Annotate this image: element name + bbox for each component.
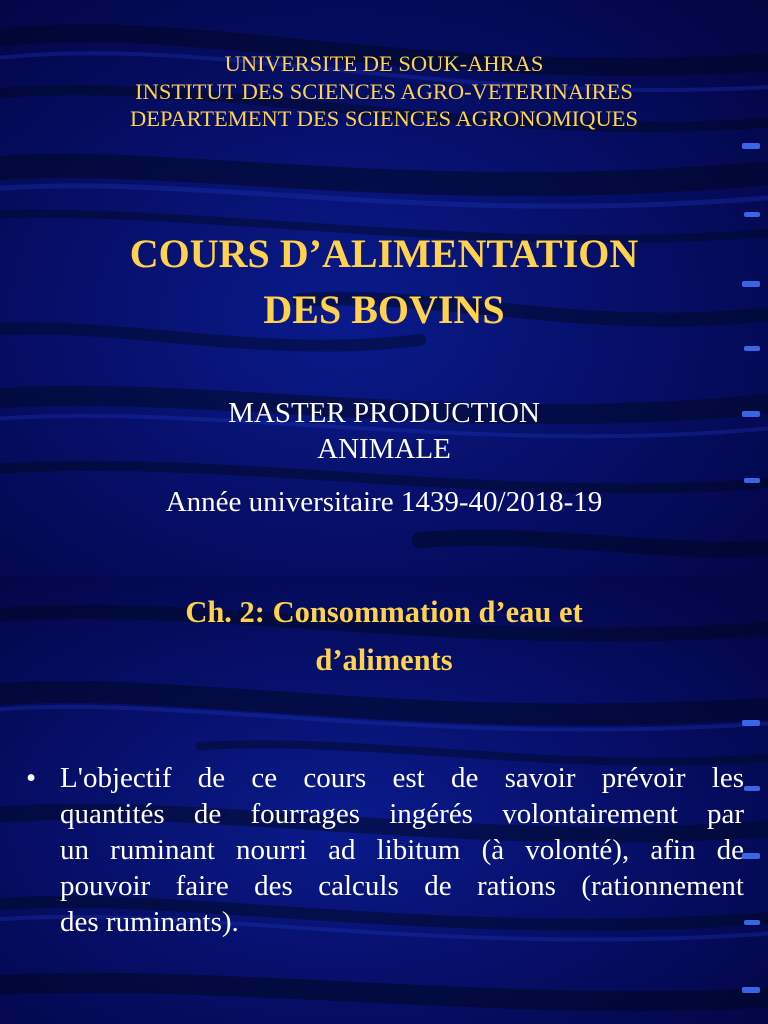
objective-line-3: un ruminant nourri ad libitum (à volonté), afin de	[60, 834, 744, 866]
course-title-line-2: DES BOVINS	[263, 287, 505, 332]
course-title	[0, 226, 768, 338]
program-line-1: MASTER PRODUCTION	[228, 397, 540, 429]
institution-header	[0, 50, 768, 133]
department-name: DEPARTEMENT DES SCIENCES AGRONOMIQUES	[129, 106, 639, 131]
academic-year: Année universitaire 1439-40/2018-19	[165, 486, 603, 518]
university-name: UNIVERSITE DE SOUK-AHRAS	[224, 51, 544, 76]
objective-line-1: L'objectif de ce cours est de savoir prévoir les	[60, 762, 744, 794]
chapter-title-line-1: Ch. 2: Consommation d’eau et	[185, 595, 583, 629]
program-line-2: ANIMALE	[317, 433, 451, 465]
institute-name: INSTITUT DES SCIENCES AGRO-VETERINAIRES	[135, 78, 633, 104]
chapter-title	[0, 588, 768, 684]
bullet-marker: •	[26, 762, 37, 794]
objective-line-4: pouvoir faire des calculs de rations (rationnement	[60, 870, 744, 902]
objective-line-5: des ruminants).	[60, 906, 239, 938]
objective-line-2: quantités de fourrages ingérés volontairement par	[60, 798, 744, 830]
program-subtitle	[0, 395, 768, 467]
chapter-title-line-2: d’aliments	[315, 643, 453, 677]
course-title-line-1: COURS D’ALIMENTATION	[129, 231, 639, 276]
chapter-slide	[0, 576, 768, 1024]
objective-text	[60, 760, 744, 940]
